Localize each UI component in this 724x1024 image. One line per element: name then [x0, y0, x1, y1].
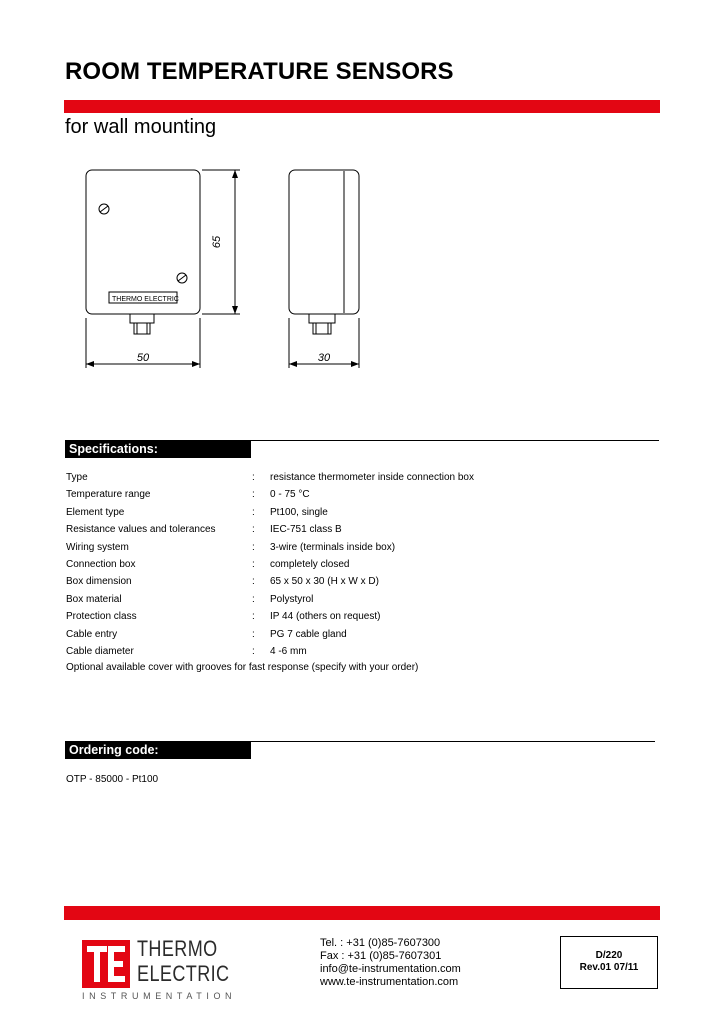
logo-line-thermo: THERMO: [137, 936, 218, 961]
te-logo-icon: [82, 940, 130, 988]
spec-colon: :: [252, 541, 255, 553]
spec-value: Pt100, single: [270, 506, 328, 518]
ordering-heading: Ordering code:: [65, 741, 251, 759]
spec-label: Box material: [66, 593, 122, 605]
logo-line-electric: ELECTRIC: [137, 961, 230, 986]
spec-value: resistance thermometer inside connection box: [270, 472, 474, 483]
spec-value: Polystyrol: [270, 593, 314, 605]
spec-value: 4 -6 mm: [270, 646, 307, 657]
specifications-note: Optional available cover with grooves for fast response (specify with your order): [66, 662, 419, 673]
spec-value: 0 - 75 °C: [270, 489, 310, 501]
ordering-code: OTP - 85000 - Pt100: [66, 774, 159, 785]
header-red-bar: [64, 100, 660, 113]
spec-value: PG 7 cable gland: [270, 628, 347, 640]
dimension-height-label: 65: [211, 235, 223, 249]
spec-colon: :: [252, 611, 255, 623]
spec-value: IEC-751 class B: [270, 524, 342, 536]
contact-tel: Tel. : +31 (0)85-7607300: [320, 937, 441, 949]
screw-top-icon: [99, 204, 109, 214]
spec-label: Box dimension: [66, 576, 132, 588]
spec-label: Cable entry: [66, 628, 118, 640]
cable-gland-front: [130, 314, 154, 323]
spec-label: Resistance values and tolerances: [66, 524, 216, 536]
ordering-divider: [251, 741, 655, 742]
contact-fax: Fax : +31 (0)85-7607301: [320, 950, 442, 962]
spec-colon: :: [252, 628, 255, 640]
spec-value: 65 x 50 x 30 (H x W x D): [270, 576, 379, 588]
logo-subtitle: INSTRUMENTATION: [82, 991, 237, 1001]
spec-colon: :: [252, 472, 255, 483]
cable-gland-side: [309, 314, 335, 323]
spec-colon: :: [252, 646, 255, 657]
spec-colon: :: [252, 506, 255, 518]
page-subtitle: for wall mounting: [65, 116, 217, 138]
specifications-heading: Specifications:: [65, 440, 251, 458]
contact-email[interactable]: info@te-instrumentation.com: [320, 963, 461, 975]
spec-label: Protection class: [66, 611, 137, 623]
spec-label: Type: [66, 472, 88, 483]
spec-colon: :: [252, 576, 255, 588]
dimension-width-label: 50: [136, 352, 150, 364]
label-plate-text: THERMO ELECTRIC: [112, 296, 179, 303]
spec-label: Wiring system: [66, 541, 129, 553]
contact-website[interactable]: www.te-instrumentation.com: [320, 976, 459, 988]
spec-colon: :: [252, 489, 255, 501]
side-view-outline: [289, 170, 359, 314]
spec-value: IP 44 (others on request): [270, 611, 381, 623]
spec-label: Connection box: [66, 559, 136, 570]
document-revision: Rev.01 07/11: [579, 962, 639, 973]
spec-value: 3-wire (terminals inside box): [270, 541, 396, 553]
dimension-depth-label: 30: [317, 352, 331, 364]
document-code: D/220: [595, 950, 623, 961]
page-title: ROOM TEMPERATURE SENSORS: [65, 58, 454, 85]
screw-bottom-icon: [177, 273, 187, 283]
spec-label: Cable diameter: [66, 646, 134, 657]
specifications-divider: [251, 440, 659, 441]
contact-block: [320, 937, 461, 989]
spec-label: Element type: [66, 506, 125, 518]
spec-colon: :: [252, 559, 255, 570]
footer-red-bar: [64, 906, 660, 920]
spec-colon: :: [252, 593, 255, 605]
spec-label: Temperature range: [66, 489, 151, 501]
document-info-box: [560, 936, 658, 989]
sensor-technical-drawing: [60, 160, 380, 375]
spec-value: completely closed: [270, 559, 350, 570]
spec-colon: :: [252, 524, 255, 536]
